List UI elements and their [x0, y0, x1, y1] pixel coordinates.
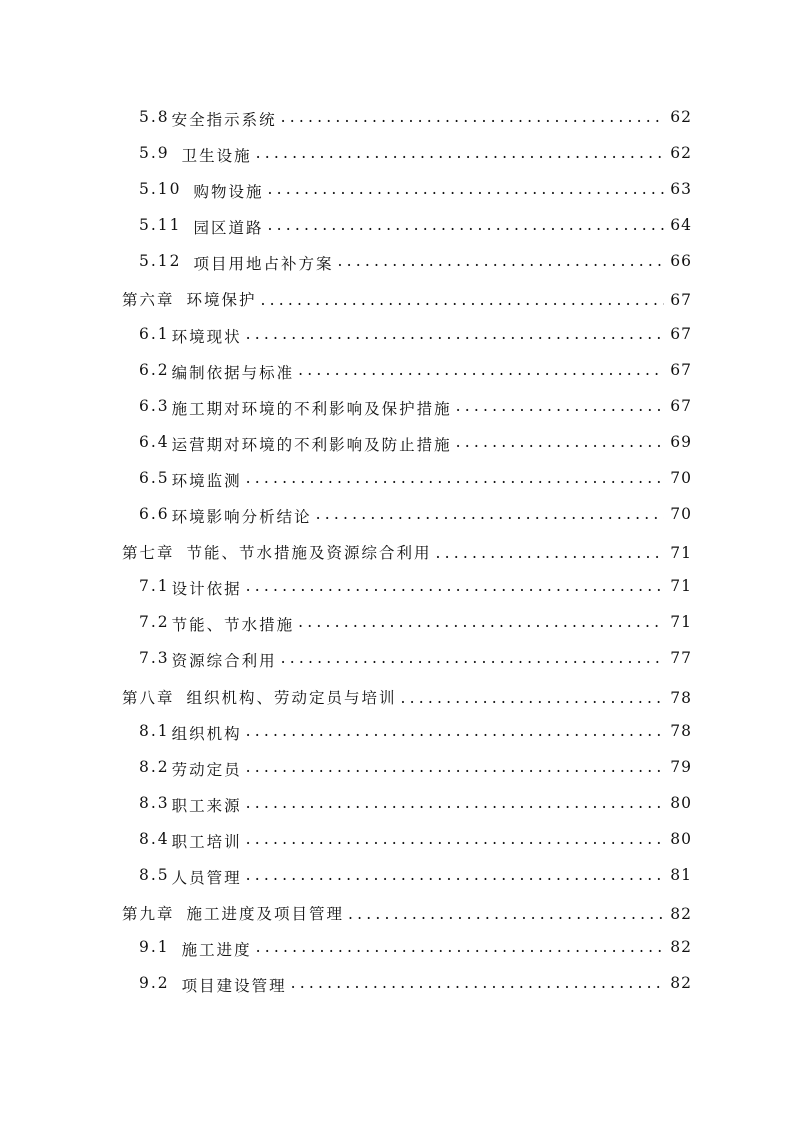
toc-dot-leader	[246, 469, 665, 487]
toc-entry-page-number: 64	[670, 216, 692, 235]
toc-dot-leader	[401, 689, 665, 707]
toc-entry-number: 8.2	[139, 757, 170, 776]
toc-dot-leader	[256, 938, 665, 956]
toc-entry-number: 5.10	[139, 180, 182, 199]
table-of-contents	[122, 108, 692, 1010]
toc-entry-heading	[139, 722, 242, 744]
toc-entry-page-number: 67	[670, 324, 692, 343]
toc-dot-leader	[456, 397, 665, 415]
toc-entry-title: 组织机构	[171, 724, 242, 743]
toc-entry-number: 5.12	[139, 252, 182, 271]
toc-entry-heading	[139, 758, 242, 780]
toc-entry[interactable]	[122, 794, 692, 830]
toc-entry[interactable]	[122, 469, 692, 505]
toc-entry-number: 6.5	[139, 468, 170, 487]
toc-entry[interactable]	[122, 288, 692, 324]
toc-entry-title: 设计依据	[171, 580, 242, 599]
toc-entry-number: 第七章	[122, 544, 175, 563]
toc-entry-title: 资源综合利用	[171, 652, 277, 671]
toc-entry-heading	[139, 974, 287, 996]
toc-entry-page-number: 69	[670, 432, 692, 451]
toc-entry-title: 项目用地占补方案	[193, 255, 334, 274]
toc-dot-leader	[348, 905, 664, 923]
toc-entry[interactable]	[122, 433, 692, 469]
toc-entry-heading	[139, 216, 264, 238]
toc-dot-leader	[246, 866, 665, 884]
toc-entry[interactable]	[122, 830, 692, 866]
toc-entry-number: 8.3	[139, 793, 170, 812]
toc-dot-leader	[246, 794, 665, 812]
toc-entry-heading	[122, 288, 257, 310]
toc-entry-heading	[139, 325, 242, 347]
toc-entry-page-number: 67	[670, 396, 692, 415]
toc-entry-page-number: 79	[670, 757, 692, 776]
toc-entry-title: 环境监测	[171, 471, 242, 490]
toc-entry-number: 5.8	[139, 108, 170, 126]
toc-entry-number: 6.3	[139, 396, 170, 415]
toc-entry-title: 节能、节水措施	[171, 616, 295, 635]
toc-entry-title: 劳动定员	[171, 760, 242, 779]
toc-entry[interactable]	[122, 902, 692, 938]
toc-entry[interactable]	[122, 613, 692, 649]
toc-entry-heading	[122, 686, 397, 708]
toc-entry-heading	[139, 938, 252, 960]
toc-dot-leader	[246, 577, 665, 595]
toc-entry[interactable]	[122, 577, 692, 613]
toc-dot-leader	[316, 505, 665, 523]
toc-dot-leader	[291, 974, 665, 992]
toc-entry[interactable]	[122, 325, 692, 361]
toc-entry-heading	[139, 361, 294, 383]
toc-entry[interactable]	[122, 686, 692, 722]
toc-entry-heading	[139, 469, 242, 491]
toc-entry-number: 8.1	[139, 721, 170, 740]
toc-entry-number: 6.1	[139, 324, 170, 343]
toc-dot-leader	[281, 649, 665, 667]
toc-entry-title: 编制依据与标准	[171, 363, 295, 382]
toc-entry-number: 6.2	[139, 360, 170, 379]
toc-entry[interactable]	[122, 252, 692, 288]
toc-dot-leader	[436, 544, 665, 562]
toc-entry-heading	[139, 649, 277, 671]
toc-entry-number: 6.6	[139, 505, 170, 524]
toc-entry-title: 环境保护	[186, 291, 257, 310]
toc-entry-page-number: 81	[670, 865, 692, 884]
toc-entry-heading	[139, 866, 242, 888]
toc-entry-page-number: 82	[670, 905, 692, 924]
toc-entry[interactable]	[122, 722, 692, 758]
toc-entry-heading	[139, 108, 277, 130]
toc-entry-page-number: 71	[670, 613, 692, 632]
toc-entry[interactable]	[122, 361, 692, 397]
toc-entry-heading	[139, 794, 242, 816]
toc-entry-title: 施工进度	[181, 941, 252, 960]
toc-entry-title: 环境影响分析结论	[171, 508, 312, 527]
toc-entry-page-number: 71	[670, 577, 692, 596]
toc-entry-heading	[139, 505, 312, 527]
toc-entry-number: 7.2	[139, 613, 170, 632]
toc-entry-title: 职工培训	[171, 832, 242, 851]
toc-entry-title: 施工进度及项目管理	[186, 905, 345, 924]
toc-entry-title: 园区道路	[193, 219, 264, 238]
toc-entry-number: 第九章	[122, 905, 175, 924]
toc-dot-leader	[281, 108, 665, 126]
toc-dot-leader	[246, 758, 665, 776]
toc-entry-page-number: 78	[670, 721, 692, 740]
toc-entry-page-number: 63	[670, 180, 692, 199]
toc-entry[interactable]	[122, 216, 692, 252]
toc-entry[interactable]	[122, 758, 692, 794]
toc-dot-leader	[261, 291, 665, 309]
toc-entry-page-number: 67	[670, 360, 692, 379]
toc-entry-number: 7.3	[139, 649, 170, 668]
toc-entry[interactable]	[122, 649, 692, 685]
toc-entry-title: 组织机构、劳动定员与培训	[186, 688, 397, 707]
toc-entry[interactable]	[122, 144, 692, 180]
toc-entry-number: 5.11	[139, 216, 182, 235]
toc-entry-page-number: 77	[670, 649, 692, 668]
toc-entry-page-number: 78	[670, 688, 692, 707]
toc-entry-page-number: 80	[670, 793, 692, 812]
toc-dot-leader	[268, 216, 665, 234]
toc-entry-number: 8.4	[139, 829, 170, 848]
toc-entry-page-number: 62	[670, 144, 692, 163]
toc-entry-title: 购物设施	[193, 183, 264, 202]
toc-entry-page-number: 70	[670, 505, 692, 524]
toc-dot-leader	[456, 433, 665, 451]
toc-dot-leader	[268, 180, 665, 198]
toc-entry-title: 节能、节水措施及资源综合利用	[186, 544, 432, 563]
toc-entry-title: 施工期对环境的不利影响及保护措施	[171, 399, 452, 418]
toc-entry-title: 项目建设管理	[181, 977, 287, 996]
toc-entry-page-number: 80	[670, 829, 692, 848]
toc-entry-title: 卫生设施	[181, 147, 252, 166]
toc-entry-heading	[139, 577, 242, 599]
toc-entry-number: 6.4	[139, 432, 170, 451]
toc-entry-number: 8.5	[139, 865, 170, 884]
toc-entry-number: 9.1	[139, 938, 170, 957]
toc-entry[interactable]	[122, 505, 692, 541]
toc-entry[interactable]	[122, 541, 692, 577]
toc-entry[interactable]	[122, 397, 692, 433]
toc-dot-leader	[298, 361, 664, 379]
toc-entry-number: 5.9	[139, 144, 170, 163]
toc-entry-heading	[122, 541, 432, 563]
toc-entry-heading	[139, 433, 452, 455]
toc-dot-leader	[256, 144, 665, 162]
toc-entry-heading	[139, 830, 242, 852]
toc-dot-leader	[246, 722, 665, 740]
toc-entry[interactable]	[122, 866, 692, 902]
toc-entry-page-number: 71	[670, 544, 692, 563]
toc-entry-page-number: 62	[670, 108, 692, 126]
toc-entry-heading	[139, 180, 264, 202]
toc-entry[interactable]	[122, 180, 692, 216]
toc-entry-page-number: 82	[670, 974, 692, 993]
toc-dot-leader	[246, 325, 665, 343]
toc-entry-number: 7.1	[139, 577, 170, 596]
toc-entry-number: 第八章	[122, 688, 175, 707]
toc-entry-page-number: 70	[670, 468, 692, 487]
toc-entry[interactable]	[122, 938, 692, 974]
toc-dot-leader	[298, 613, 664, 631]
toc-entry-title: 人员管理	[171, 868, 242, 887]
toc-dot-leader	[246, 830, 665, 848]
toc-entry[interactable]	[122, 108, 692, 144]
toc-dot-leader	[338, 252, 665, 270]
toc-entry[interactable]	[122, 974, 692, 1010]
toc-entry-heading	[139, 144, 252, 166]
toc-entry-number: 第六章	[122, 291, 175, 310]
toc-entry-heading	[139, 613, 294, 635]
toc-entry-title: 运营期对环境的不利影响及防止措施	[171, 435, 452, 454]
toc-entry-page-number: 82	[670, 938, 692, 957]
toc-entry-heading	[139, 397, 452, 419]
toc-entry-heading	[139, 252, 334, 274]
toc-entry-page-number: 66	[670, 252, 692, 271]
toc-entry-heading	[122, 902, 344, 924]
toc-entry-title: 环境现状	[171, 327, 242, 346]
toc-entry-number: 9.2	[139, 974, 170, 993]
toc-entry-title: 安全指示系统	[171, 111, 277, 129]
toc-entry-title: 职工来源	[171, 796, 242, 815]
toc-entry-page-number: 67	[670, 291, 692, 310]
